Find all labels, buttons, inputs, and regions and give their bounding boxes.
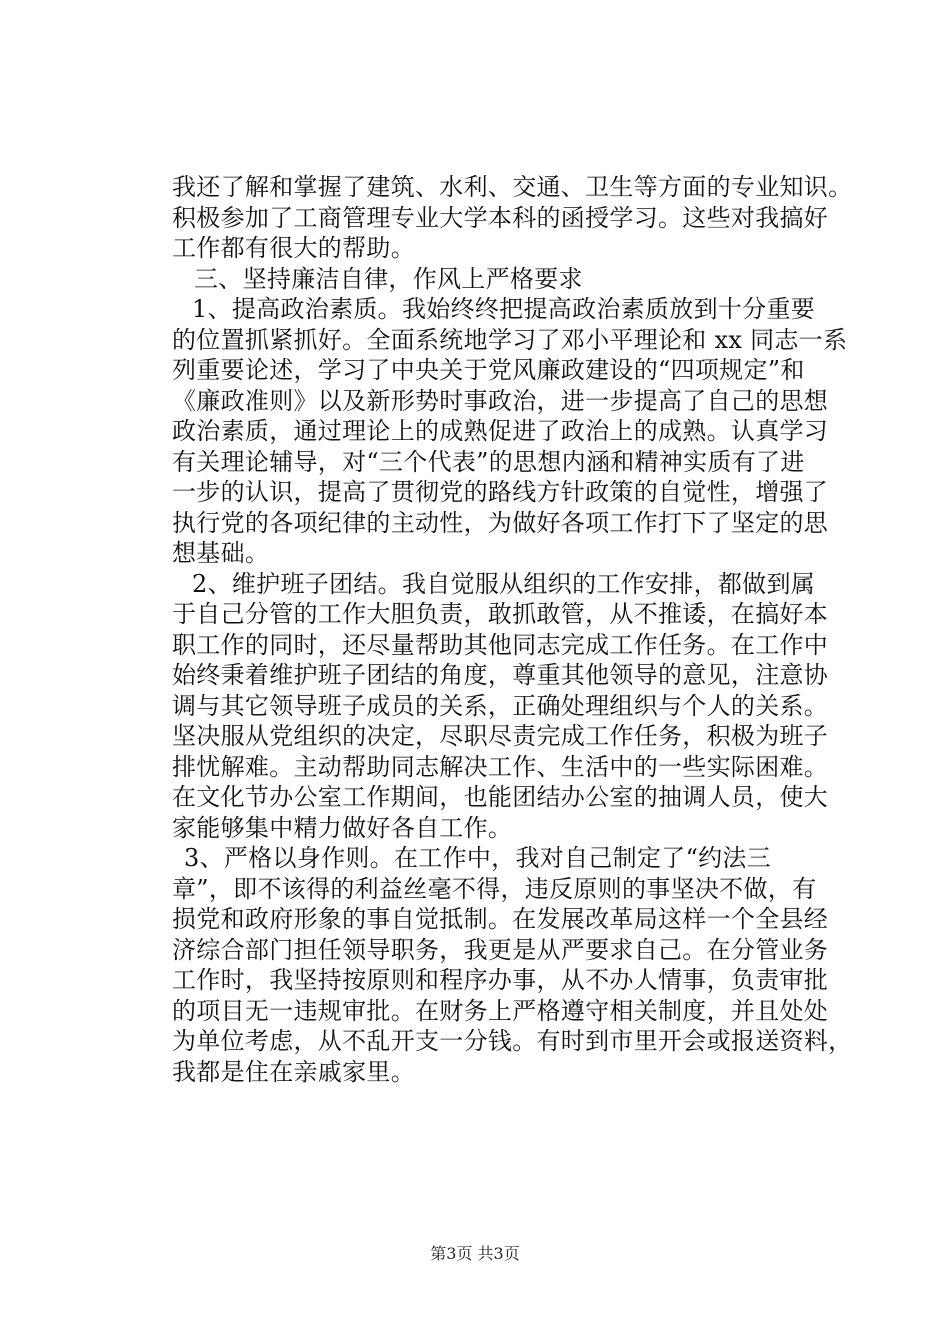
text-line: 有关理论辅导，对“三个代表”的思想内涵和精神实质有了进 <box>172 447 805 476</box>
section-heading: 三、坚持廉洁自律，作风上严格要求 <box>194 264 583 293</box>
text-line: 始终秉着维护班子团结的角度，尊重其他领导的意见，注意协 <box>172 661 829 689</box>
text-line: 政治素质，通过理论上的成熟促进了政治上的成熟。认真学习 <box>172 417 829 445</box>
text-line: 坚决服从党组织的决定，尽职尽责完成工作任务，积极为班子 <box>172 722 829 750</box>
text-line: 的项目无一违规审批。在财务上严格遵守相关制度，并且处处 <box>172 996 829 1025</box>
text-line: 于自己分管的工作大胆负责，敢抓敢管，从不推诿，在搞好本 <box>172 600 829 628</box>
document-body <box>172 172 853 1087</box>
text-line: 章”，即不该得的利益丝毫不得，违反原则的事坚决不做，有 <box>172 874 817 903</box>
page-number-footer: 第3页 共3页 <box>430 1244 520 1263</box>
text-line: 在文化节办公室工作期间，也能团结办公室的抽调人员，使大 <box>172 783 829 811</box>
text-line: 一步的认识，提高了贯彻党的路线方针政策的自觉性，增强了 <box>172 478 829 506</box>
paragraph-start-line: 3、严格以身作则。在工作中，我对自己制定了“约法三 <box>184 844 772 872</box>
text-line: 损党和政府形象的事自觉抵制。在发展改革局这样一个全县经 <box>172 905 829 933</box>
text-line: 济综合部门担任领导职务，我更是从严要求自己。在分管业务 <box>172 935 829 964</box>
text-line: 调与其它领导班子成员的关系，正确处理组织与个人的关系。 <box>172 691 829 720</box>
text-line: 的位置抓紧抓好。全面系统地学习了邓小平理论和 xx 同志一系 <box>172 325 848 354</box>
text-line: 为单位考虑，从不乱开支一分钱。有时到市里开会或报送资料， <box>172 1027 853 1055</box>
text-line: 《廉政准则》以及新形势时事政治，进一步提高了自己的思想 <box>172 386 829 415</box>
text-line: 积极参加了工商管理专业大学本科的函授学习。这些对我搞好 <box>172 203 829 232</box>
text-line: 想基础。 <box>172 539 270 567</box>
text-line: 我都是住在亲戚家里。 <box>172 1057 415 1086</box>
text-line: 排忧解难。主动帮助同志解决工作、生活中的一些实际困难。 <box>172 752 829 781</box>
text-line: 家能够集中精力做好各自工作。 <box>172 813 513 842</box>
text-line: 列重要论述，学习了中央关于党风廉政建设的“四项规定”和 <box>172 356 805 384</box>
text-line: 执行党的各项纪律的主动性，为做好各项工作打下了坚定的思 <box>172 508 829 537</box>
text-line: 工作都有很大的帮助。 <box>172 234 415 262</box>
text-line: 职工作的同时，还尽量帮助其他同志完成工作任务。在工作中 <box>172 630 829 659</box>
paragraph-start-line: 2、维护班子团结。我自觉服从组织的工作安排，都做到属 <box>192 569 816 598</box>
text-line: 我还了解和掌握了建筑、水利、交通、卫生等方面的专业知识。 <box>172 173 853 201</box>
paragraph-start-line: 1、提高政治素质。我始终终把提高政治素质放到十分重要 <box>192 295 816 323</box>
text-line: 工作时，我坚持按原则和程序办事，从不办人情事，负责审批 <box>172 966 829 994</box>
